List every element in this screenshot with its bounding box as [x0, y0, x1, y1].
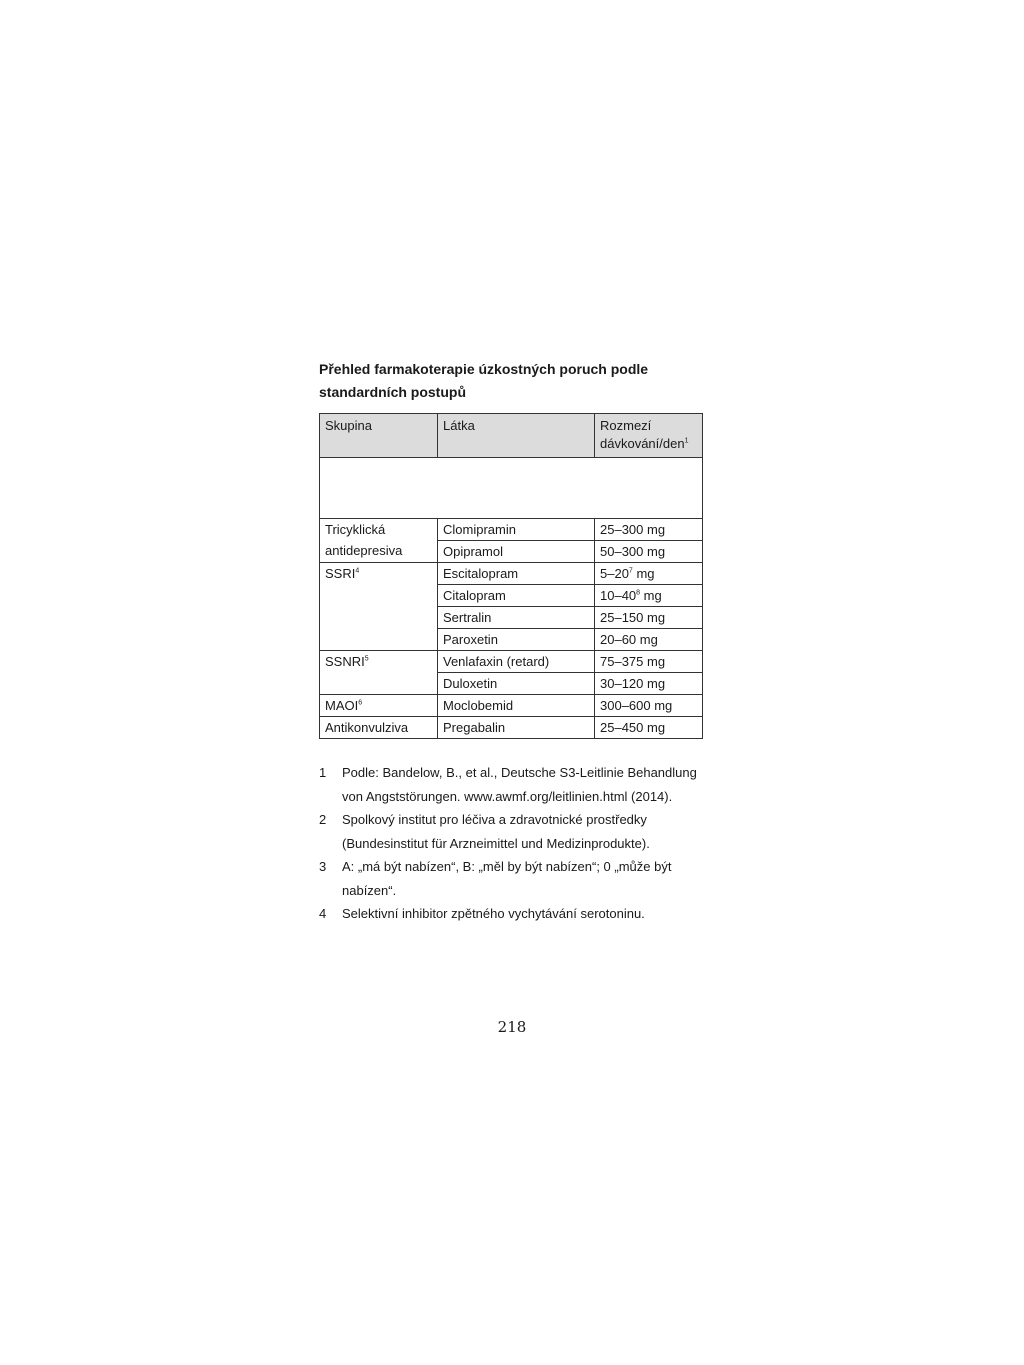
footnote-text: A: „má být nabízen“, B: „měl by být nabízen“; 0 „může být nabízen“. [342, 859, 672, 898]
substance-cell: Pregabalin [438, 717, 595, 739]
group-cell [320, 651, 438, 695]
footnote-number: 1 [319, 765, 327, 780]
table-header-row [320, 414, 703, 458]
dose-cell: 25–450 mg [595, 717, 703, 739]
table-row [320, 695, 703, 717]
table-row [320, 651, 703, 673]
group-label: MAOI [325, 698, 359, 713]
substance-cell: Opipramol [438, 541, 595, 563]
table-row [320, 717, 703, 739]
substance-cell: Duloxetin [438, 673, 595, 695]
dose-unit: mg [632, 566, 655, 581]
group-footnote-ref: 6 [358, 699, 363, 707]
table-title: Přehled farmakoterapie úzkostných poruch podle standardních postupů [319, 361, 649, 400]
substance-cell: Venlafaxin (retard) [438, 651, 595, 673]
dose-unit: mg [640, 588, 662, 603]
substance-cell: Citalopram [438, 585, 595, 607]
header-group: Skupina [320, 414, 438, 458]
footnote-text: Selektivní inhibitor zpětného vychytávání serotoninu. [342, 906, 645, 921]
footnote-text: Podle: Bandelow, B., et al., Deutsche S3-Leitlinie Behandlung von Angststörungen. www.awmf.org/leitlinien.html (2014). [342, 765, 697, 804]
dose-footnote-ref: 7 [628, 567, 633, 575]
header-substance: Látka [438, 414, 595, 458]
header-dose-label: Rozmezí dávkování/den [600, 418, 685, 451]
header-dose-footnote-ref: 1 [684, 437, 689, 445]
dose-cell [595, 585, 703, 607]
table-empty-row [320, 458, 703, 519]
group-cell: Antikonvulziva [320, 717, 438, 739]
footnote-text: Spolkový institut pro léčiva a zdravotnické prostředky (Bundesinstitut für Arzneimittel und Medizinprodukte). [342, 812, 650, 851]
group-label: SSNRI [325, 654, 365, 669]
dose-cell: 20–60 mg [595, 629, 703, 651]
dose-cell: 50–300 mg [595, 541, 703, 563]
group-footnote-ref: 5 [364, 655, 369, 663]
empty-cell [320, 458, 703, 519]
group-cell [320, 695, 438, 717]
table-row [320, 563, 703, 585]
group-cell [320, 563, 438, 651]
header-dose [595, 414, 703, 458]
footnote-item [319, 902, 719, 926]
footnote-item [319, 855, 719, 902]
dose-cell: 75–375 mg [595, 651, 703, 673]
dose-range: 10–40 [600, 588, 637, 603]
dose-cell: 300–600 mg [595, 695, 703, 717]
dose-footnote-ref: 8 [636, 589, 641, 597]
pharmacotherapy-table [319, 413, 703, 739]
page-number: 218 [497, 1018, 527, 1036]
dose-cell: 25–150 mg [595, 607, 703, 629]
group-footnote-ref: 4 [355, 567, 360, 575]
group-label: SSRI [325, 566, 356, 581]
footnotes-list [319, 761, 719, 926]
footnote-number: 4 [319, 906, 327, 921]
dose-cell [595, 563, 703, 585]
footnote-number: 3 [319, 859, 327, 874]
substance-cell: Moclobemid [438, 695, 595, 717]
substance-cell: Paroxetin [438, 629, 595, 651]
footnote-item [319, 761, 719, 808]
group-cell: Tricyklická antidepresiva [320, 519, 438, 563]
dose-cell: 25–300 mg [595, 519, 703, 541]
table-row [320, 519, 703, 541]
footnote-number: 2 [319, 812, 327, 827]
dose-range: 5–20 [600, 566, 629, 581]
substance-cell: Clomipramin [438, 519, 595, 541]
dose-cell: 30–120 mg [595, 673, 703, 695]
substance-cell: Sertralin [438, 607, 595, 629]
substance-cell: Escitalopram [438, 563, 595, 585]
footnote-item [319, 808, 719, 855]
